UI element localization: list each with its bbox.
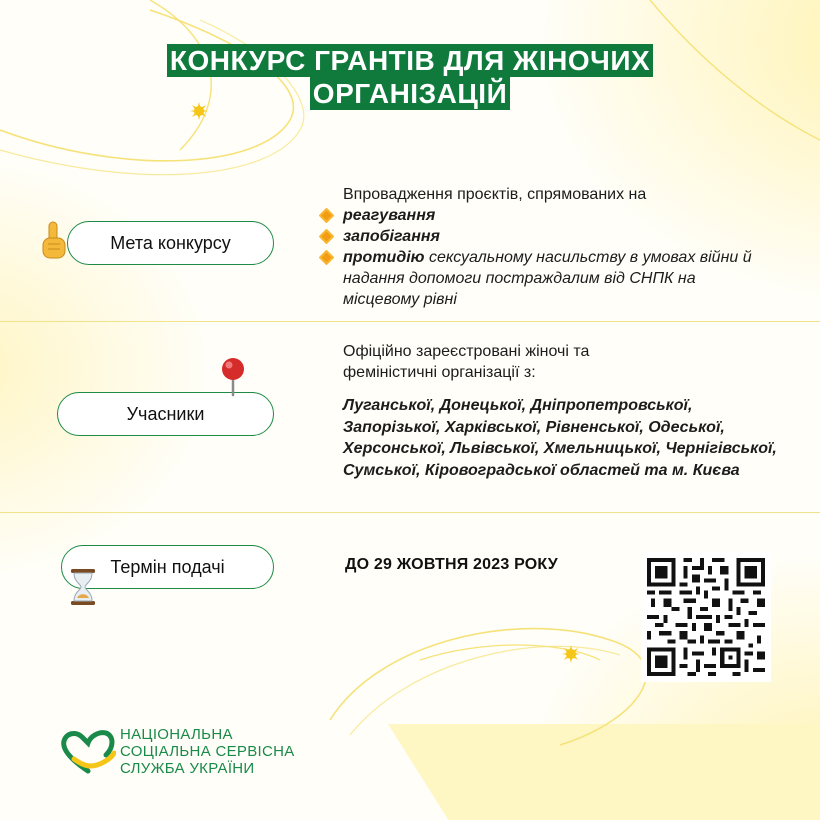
goal-bullet-3-bold: протидію [343,249,425,266]
participants-label-pill [57,392,274,436]
list-item [343,205,783,226]
goal-bullet-2: запобігання [343,228,440,245]
sparkle-icon [562,645,580,663]
goal-bullet-3-text: сексуальному насильству в умовах війни й надання допомоги постраждалим від СНПК на місцевому рівні [343,249,752,308]
organization-name-line-2: СОЦІАЛЬНА СЕРВІСНА [120,743,295,760]
participants-intro: Офіційно зареєстровані жіночі та феміністичні організації з: [343,343,590,381]
pointing-up-hand-icon [38,220,70,262]
heart-hands-logo-icon [60,729,116,775]
page-title-line-1: КОНКУРС ГРАНТІВ ДЛЯ ЖІНОЧИХ [167,44,653,77]
participants-label: Учасники [126,403,205,424]
goal-intro: Впровадження проєктів, спрямованих на [343,186,647,203]
qr-code-icon[interactable] [641,552,771,682]
goal-bullet-1: реагування [343,207,436,224]
goal-label-pill [67,221,274,265]
organization-logo [60,726,295,777]
section-divider [0,512,820,513]
organization-name-line-3: СЛУЖБА УКРАЇНИ [120,760,255,777]
page-title [0,44,820,110]
participants-description [343,341,793,481]
pushpin-icon [219,357,247,397]
deadline-label: Термін подачі [110,556,225,577]
hourglass-icon [68,568,98,606]
goal-label: Мета конкурсу [110,232,231,253]
section-divider [0,321,820,322]
list-item [343,247,753,310]
list-item [343,226,783,247]
organization-name-line-1: НАЦІОНАЛЬНА [120,726,233,743]
participants-regions: Луганської, Донецької, Дніпропетровської, Запорізької, Харківської, Рівненської, Одеської, Херсонської, Львівської, Хмельницької, Чернігівської, Сумської, Кіровоградської областей та м. Києва [343,397,777,479]
deadline-value: ДО 29 ЖОВТНЯ 2023 РОКУ [345,556,558,573]
page-title-line-2: ОРГАНІЗАЦІЙ [310,77,510,110]
organization-name [120,726,295,777]
goal-description [343,184,783,310]
